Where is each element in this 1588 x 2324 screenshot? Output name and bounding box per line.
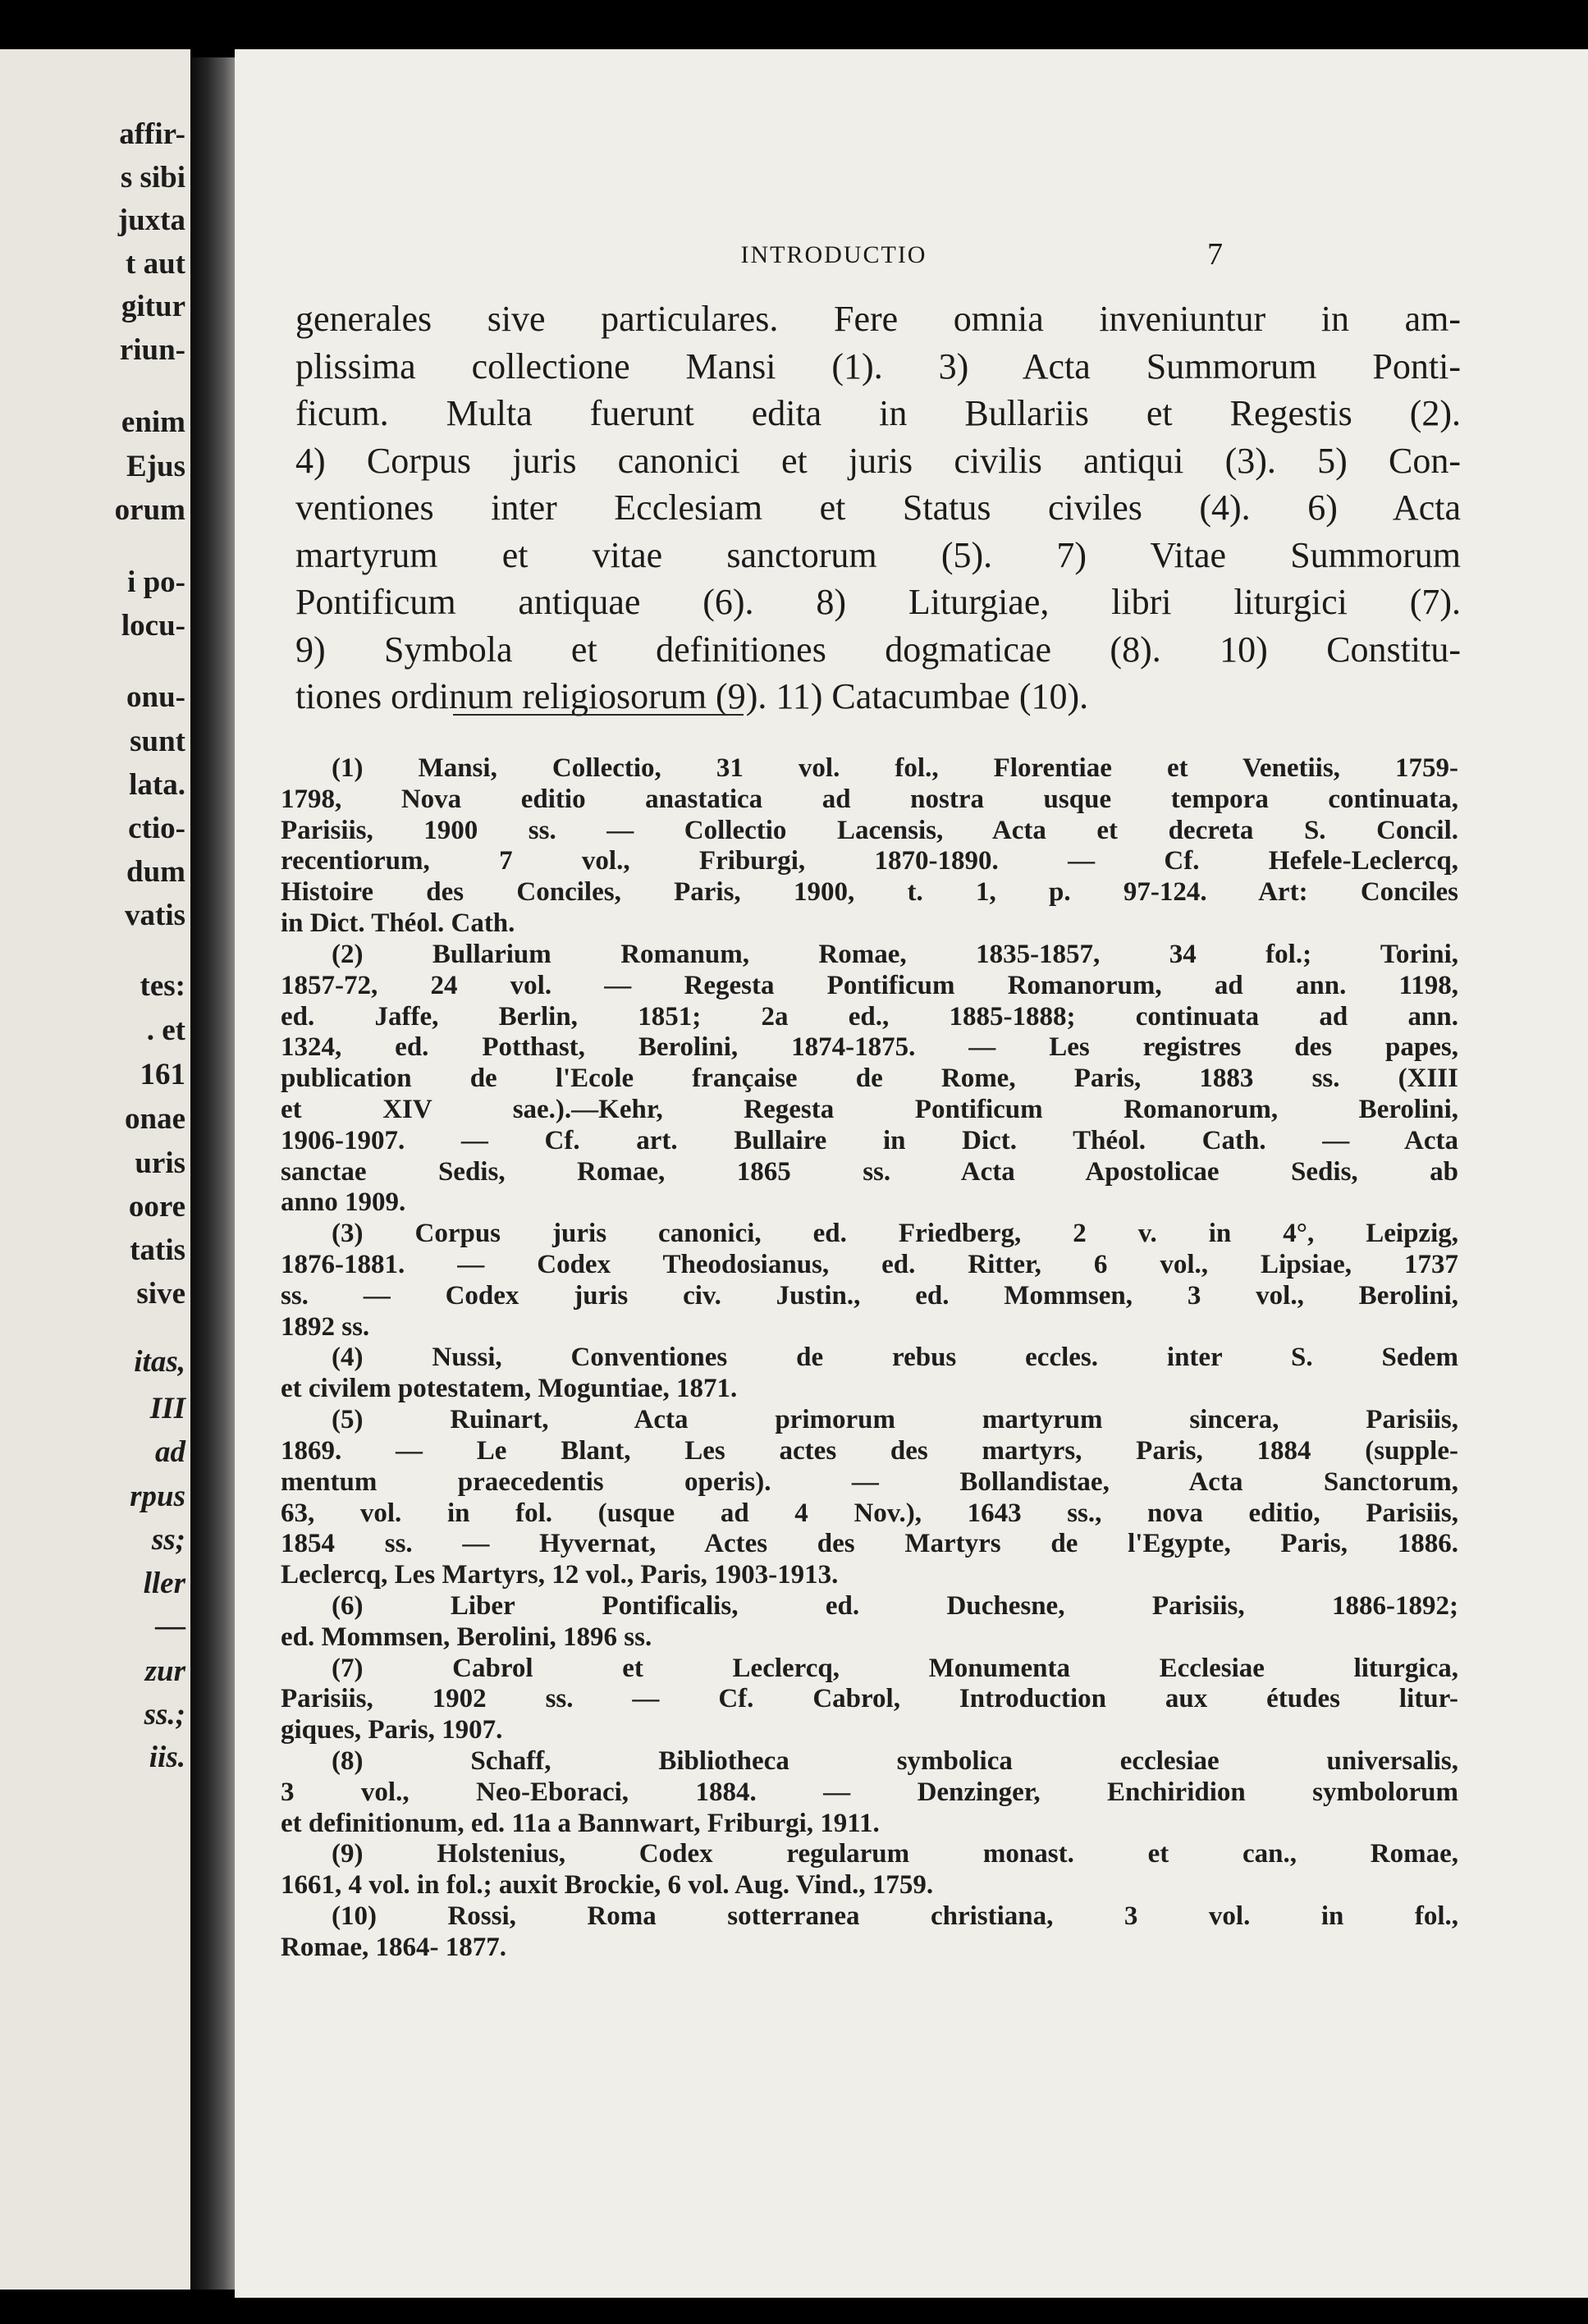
footnote-line: sanctae Sedis, Romae, 1865 ss. Acta Apostolicae Sedis, ab	[281, 1156, 1458, 1187]
left-page-fragment: onae	[125, 1102, 185, 1136]
left-page-fragment: —	[155, 1609, 185, 1643]
footnote-line: (3) Corpus juris canonici, ed. Friedberg, 2 v. in 4°, Leipzig,	[332, 1219, 1458, 1249]
left-page-fragment: sunt	[130, 725, 185, 758]
left-page-fragment: onu-	[126, 680, 185, 714]
left-page-fragment: enim	[121, 405, 185, 439]
left-page-fragment: 161	[140, 1058, 185, 1091]
footnote-line: Parisiis, 1900 ss. — Collectio Lacensis, Acta et decreta S. Concil.	[281, 815, 1458, 845]
left-page-fragment: tes:	[140, 969, 185, 1003]
left-page-fragment: ad	[155, 1435, 185, 1469]
footnote-line: et definitionum, ed. 11a a Bannwart, Friburgi, 1911.	[281, 1808, 880, 1838]
text-line: 4) Corpus juris canonici et juris civilis antiqui (3). 5) Con-	[295, 440, 1461, 481]
left-page-fragment: juxta	[117, 204, 185, 237]
footnote-line: ss. — Codex juris civ. Justin., ed. Mommsen, 3 vol., Berolini,	[281, 1280, 1458, 1311]
footnote-line: in Dict. Théol. Cath.	[281, 908, 515, 939]
left-page-fragment: dum	[126, 855, 185, 889]
text-line: ventiones inter Ecclesiam et Status civiles (4). 6) Acta	[295, 487, 1461, 528]
left-page-fragment: s sibi	[120, 161, 185, 194]
left-page-fragment: Ejus	[126, 450, 185, 483]
text-line: generales sive particulares. Fere omnia inveniuntur in am-	[295, 299, 1461, 339]
left-page-fragment: zur	[144, 1654, 185, 1688]
binding-gutter	[190, 57, 238, 2290]
footnote-line: (10) Rossi, Roma sotterranea christiana, 3 vol. in fol.,	[332, 1901, 1458, 1932]
left-page-fragment: locu-	[121, 609, 185, 643]
text-line: 9) Symbola et definitiones dogmaticae (8). 10) Constitu-	[295, 629, 1461, 670]
footnote-line: et XIV sae.).—Kehr, Regesta Pontificum Romanorum, Berolini,	[281, 1094, 1458, 1124]
left-page-fragment: ctio-	[128, 812, 185, 845]
footnote-line: mentum praecedentis operis). — Bollandistae, Acta Sanctorum,	[281, 1466, 1458, 1497]
text-line: tiones ordinum religiosorum (9). 11) Catacumbae (10).	[295, 676, 1089, 716]
footnote-line: ed. Mommsen, Berolini, 1896 ss.	[281, 1622, 652, 1652]
left-page-fragment: lata.	[129, 768, 185, 802]
footnote-line: publication de l'Ecole française de Rome, Paris, 1883 ss. (XIII	[281, 1064, 1458, 1094]
footnote-line: (7) Cabrol et Leclercq, Monumenta Ecclesiae liturgica,	[332, 1653, 1458, 1683]
left-page-fragment: ss;	[151, 1523, 185, 1557]
footnote-line: (6) Liber Pontificalis, ed. Duchesne, Parisiis, 1886-1892;	[332, 1590, 1458, 1621]
left-page-fragment: t aut	[126, 247, 185, 281]
footnote-line: 1324, ed. Potthast, Berolini, 1874-1875. — Les registres des papes,	[281, 1032, 1458, 1063]
text-line: Pontificum antiquae (6). 8) Liturgiae, libri liturgici (7).	[295, 582, 1461, 622]
footnote-rule	[453, 714, 744, 716]
footnote-line: 1892 ss.	[281, 1311, 370, 1342]
footnote-line: Histoire des Conciles, Paris, 1900, t. 1, p. 97-124. Art: Conciles	[281, 877, 1458, 908]
footnote-line: ed. Jaffe, Berlin, 1851; 2a ed., 1885-1888; continuata ad ann.	[281, 1001, 1458, 1032]
footnotes-block	[281, 753, 1458, 1964]
footnote-line: 63, vol. in fol. (usque ad 4 Nov.), 1643 ss., nova editio, Parisiis,	[281, 1498, 1458, 1528]
footnote-line: (9) Holstenius, Codex regularum monast. et can., Romae,	[332, 1839, 1458, 1869]
footnote-line: Leclercq, Les Martyrs, 12 vol., Paris, 1903-1913.	[281, 1560, 839, 1590]
left-page-edge	[0, 49, 190, 2290]
footnote-line: 1854 ss. — Hyvernat, Actes des Martyrs de l'Egypte, Paris, 1886.	[281, 1529, 1458, 1559]
running-head: INTRODUCTIO	[740, 241, 927, 268]
left-page-fragment: sive	[136, 1277, 185, 1311]
left-page-fragment: itas,	[134, 1345, 185, 1379]
footnote-line: 1869. — Le Blant, Les actes des martyrs, Paris, 1884 (supple-	[281, 1435, 1458, 1466]
footnote-line: anno 1909.	[281, 1187, 406, 1218]
footnote-line: et civilem potestatem, Moguntiae, 1871.	[281, 1374, 738, 1404]
text-line: plissima collectione Mansi (1). 3) Acta Summorum Ponti-	[295, 345, 1461, 387]
footnote-line: giques, Paris, 1907.	[281, 1715, 503, 1745]
left-page-fragment: tatis	[130, 1233, 185, 1267]
left-page-fragment: affir-	[119, 117, 185, 151]
left-page-fragment: oore	[128, 1190, 185, 1224]
main-text-block	[295, 295, 1461, 721]
left-page-fragment: rpus	[130, 1480, 185, 1513]
footnote-line: (8) Schaff, Bibliotheca symbolica ecclesiae universalis,	[332, 1746, 1458, 1776]
left-page-fragment: iis.	[149, 1741, 185, 1774]
footnote-line: (2) Bullarium Romanum, Romae, 1835-1857, 34 fol.; Torini,	[332, 939, 1458, 969]
text-line: martyrum et vitae sanctorum (5). 7) Vitae Summorum	[295, 534, 1461, 575]
footnote-line: 1661, 4 vol. in fol.; auxit Brockie, 6 vol. Aug. Vind., 1759.	[281, 1870, 934, 1901]
left-page-fragment: uris	[135, 1146, 185, 1180]
left-page-fragment: III	[149, 1392, 185, 1425]
footnote-line: 1906-1907. — Cf. art. Bullaire in Dict. Théol. Cath. — Acta	[281, 1125, 1458, 1155]
page-number: 7	[1207, 237, 1223, 272]
footnote-line: 1876-1881. — Codex Theodosianus, ed. Ritter, 6 vol., Lipsiae, 1737	[281, 1250, 1458, 1279]
left-page-fragment: i po-	[127, 565, 185, 599]
footnote-line: (4) Nussi, Conventiones de rebus eccles. inter S. Sedem	[332, 1343, 1458, 1373]
footnote-line: Parisiis, 1902 ss. — Cf. Cabrol, Introduction aux études litur-	[281, 1684, 1458, 1714]
footnote-line: 1798, Nova editio anastatica ad nostra usque tempora continuata,	[281, 784, 1458, 814]
left-page-fragment: riun-	[119, 333, 185, 367]
footnote-line: Romae, 1864- 1877.	[281, 1932, 506, 1962]
left-page-fragment: ller	[143, 1567, 185, 1600]
footnote-line: recentiorum, 7 vol., Friburgi, 1870-1890. — Cf. Hefele-Leclercq,	[281, 846, 1458, 876]
footnote-line: (5) Ruinart, Acta primorum martyrum sincera, Parisiis,	[332, 1405, 1458, 1435]
left-page-fragment: vatis	[125, 899, 185, 932]
footnote-line: (1) Mansi, Collectio, 31 vol. fol., Florentiae et Venetiis, 1759-	[332, 753, 1458, 783]
left-page-fragment: gitur	[121, 290, 185, 323]
left-page-fragment: orum	[114, 493, 185, 527]
text-line: ficum. Multa fuerunt edita in Bullariis et Regestis (2).	[295, 393, 1461, 433]
footnote-line: 3 vol., Neo-Eboraci, 1884. — Denzinger, Enchiridion symbolorum	[281, 1777, 1458, 1807]
footnote-line: 1857-72, 24 vol. — Regesta Pontificum Romanorum, ad ann. 1198,	[281, 970, 1458, 1000]
right-page	[235, 49, 1588, 2298]
left-page-fragment: . et	[146, 1013, 185, 1047]
left-page-fragment: ss.;	[144, 1698, 185, 1732]
